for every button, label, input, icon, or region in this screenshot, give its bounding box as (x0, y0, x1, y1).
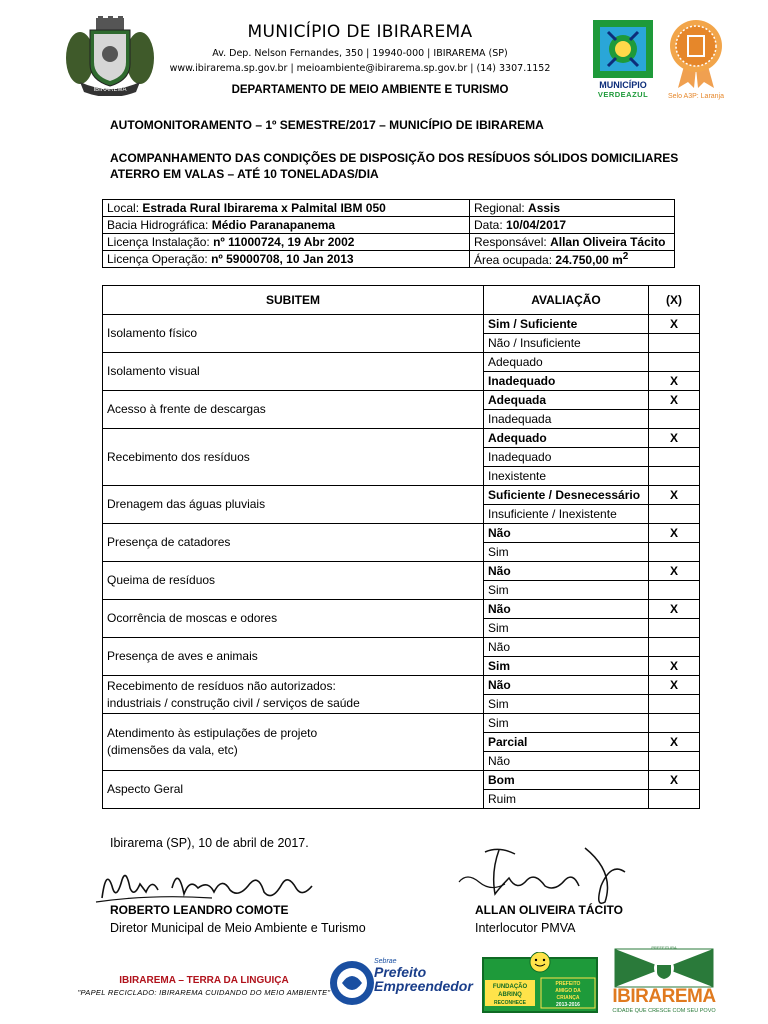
department-title: DEPARTAMENTO DE MEIO AMBIENTE E TURISMO (231, 84, 509, 96)
li-value: nº 11000724, 19 Abr 2002 (213, 235, 355, 249)
table-row (103, 200, 675, 217)
sebrae-line2: Empreendedor (374, 978, 473, 994)
li-cell (103, 234, 470, 251)
table-row (103, 562, 700, 581)
selection-mark: X (649, 315, 700, 334)
header-avaliacao: AVALIAÇÃO (484, 286, 649, 315)
selection-mark: X (649, 429, 700, 448)
slogan: IBIRAREMA – TERRA DA LINGUIÇA (119, 975, 289, 986)
selection-mark: X (649, 600, 700, 619)
report-subtitle-line1: ACOMPANHAMENTO DAS CONDIÇÕES DE DISPOSIÇÃO DOS RESÍDUOS SÓLIDOS DOMICILIARES (110, 151, 679, 165)
selection-mark (649, 714, 700, 733)
report-subtitle-line2: ATERRO EM VALAS – ATÉ 10 TONELADAS/DIA (110, 167, 379, 181)
svg-text:2013-2016: 2013-2016 (556, 1002, 580, 1008)
verdeazul-line2: VERDEAZUL (597, 90, 649, 99)
date-line: Ibirarema (SP), 10 de abril de 2017. (110, 836, 309, 850)
evaluation-option: Adequado (484, 429, 649, 448)
evaluation-option: Adequada (484, 391, 649, 410)
local-cell (103, 200, 470, 217)
regional-cell (470, 200, 675, 217)
bacia-value: Médio Paranapanema (211, 218, 336, 232)
subitem-cell: Ocorrência de moscas e odores (103, 600, 484, 638)
sebrae-line1: Prefeito (374, 964, 427, 980)
subitem-line: (dimensões da vala, etc) (107, 743, 238, 757)
evaluation-option: Insuficiente / Inexistente (484, 505, 649, 524)
area-unit-sup: 2 (622, 251, 629, 262)
svg-text:PREFEITO: PREFEITO (555, 981, 581, 987)
bacia-label: Bacia Hidrográfica: (107, 218, 209, 232)
sebrae-title (374, 965, 473, 993)
site-info-table (102, 199, 675, 268)
recycled-paper-note: "PAPEL RECICLADO: IBIRAREMA CUIDANDO DO MEIO AMBIENTE" (77, 988, 331, 997)
table-row (103, 676, 700, 695)
evaluation-option: Suficiente / Desnecessário (484, 486, 649, 505)
subitem-cell (103, 676, 484, 714)
lo-label: Licença Operação: (107, 252, 208, 266)
lo-value: nº 59000708, 10 Jan 2013 (211, 252, 354, 266)
selection-mark: X (649, 391, 700, 410)
ibirarema-tagline: CIDADE QUE CRESCE COM SEU POVO (612, 1008, 716, 1014)
table-row (103, 391, 700, 410)
evaluation-option: Sim (484, 619, 649, 638)
table-row (103, 771, 700, 790)
ibirarema-wordmark: IBIRAREMA (612, 986, 716, 1007)
evaluation-option: Parcial (484, 733, 649, 752)
table-row (103, 524, 700, 543)
selection-mark: X (649, 562, 700, 581)
lo-cell (103, 251, 470, 268)
svg-text:CRIANÇA: CRIANÇA (556, 995, 580, 1001)
selection-mark (649, 334, 700, 353)
evaluation-option: Não (484, 562, 649, 581)
evaluation-option: Ruim (484, 790, 649, 809)
report-subtitle (110, 150, 710, 182)
selection-mark (649, 638, 700, 657)
subitem-line: industriais / construção civil / serviços de saúde (107, 695, 360, 710)
subitem-cell: Drenagem das águas pluviais (103, 486, 484, 524)
selection-mark: X (649, 733, 700, 752)
resp-cell (470, 234, 675, 251)
table-row (103, 600, 700, 619)
svg-text:ABRINQ: ABRINQ (498, 992, 522, 998)
address-line: Av. Dep. Nelson Fernandes, 350 | 19940-000 | IBIRAREMA (SP) (212, 48, 508, 59)
verdeazul-line1: MUNICÍPIO (599, 80, 647, 90)
table-row (103, 638, 700, 657)
table-row (103, 486, 700, 505)
bacia-cell (103, 217, 470, 234)
fundacao-abrinq-logo-icon (481, 952, 599, 1014)
evaluation-option: Sim (484, 695, 649, 714)
svg-text:AMIGO DA: AMIGO DA (555, 988, 581, 994)
area-number: 24.750,00 m (555, 253, 623, 267)
area-value (555, 253, 628, 267)
evaluation-option: Não / Insuficiente (484, 334, 649, 353)
table-row (103, 714, 700, 733)
selection-mark: X (649, 486, 700, 505)
evaluation-option: Adequado (484, 353, 649, 372)
evaluation-option: Não (484, 676, 649, 695)
signer2-role: Interlocutor PMVA (475, 921, 576, 935)
table-header-row (103, 286, 700, 315)
subitem-cell: Presença de aves e animais (103, 638, 484, 676)
evaluation-option: Sim / Suficiente (484, 315, 649, 334)
selection-mark (649, 505, 700, 524)
subitem-cell: Isolamento físico (103, 315, 484, 353)
svg-text:IBIRAREMA: IBIRAREMA (93, 87, 127, 93)
area-cell (470, 251, 675, 268)
svg-text:FUNDAÇÃO: FUNDAÇÃO (492, 984, 528, 990)
selection-mark: X (649, 771, 700, 790)
resp-label: Responsável: (474, 235, 547, 249)
selection-mark: X (649, 676, 700, 695)
evaluation-option: Sim (484, 581, 649, 600)
evaluation-option: Não (484, 752, 649, 771)
selection-mark (649, 695, 700, 714)
evaluation-table (102, 285, 700, 809)
svg-text:PREFEITURA: PREFEITURA (651, 945, 677, 950)
selection-mark (649, 543, 700, 562)
selection-mark (649, 353, 700, 372)
subitem-cell (103, 714, 484, 771)
selection-mark: X (649, 657, 700, 676)
selection-mark (649, 410, 700, 429)
header-subitem: SUBITEM (103, 286, 484, 315)
signature-allan-icon (455, 842, 645, 912)
signer1-name: ROBERTO LEANDRO COMOTE (110, 903, 289, 917)
signature-roberto-icon (92, 858, 332, 908)
svg-text:RECONHECE: RECONHECE (494, 1000, 526, 1006)
table-row (103, 429, 700, 448)
selo-caption: Selo A3P: Laranja (667, 93, 725, 100)
evaluation-option: Sim (484, 714, 649, 733)
evaluation-option: Inexistente (484, 467, 649, 486)
subitem-cell: Isolamento visual (103, 353, 484, 391)
regional-value: Assis (528, 201, 561, 215)
data-label: Data: (474, 218, 503, 232)
selection-mark (649, 619, 700, 638)
contact-line: www.ibirarema.sp.gov.br | meioambiente@ibirarema.sp.gov.br | (14) 3307.1152 (169, 63, 551, 74)
selection-mark (649, 752, 700, 771)
table-row (103, 217, 675, 234)
subitem-cell: Presença de catadores (103, 524, 484, 562)
signer1-role: Diretor Municipal de Meio Ambiente e Turismo (110, 921, 366, 935)
report-title: AUTOMONITORAMENTO – 1º SEMESTRE/2017 – MUNICÍPIO DE IBIRAREMA (110, 118, 544, 132)
selo-a3p-badge-icon (666, 18, 726, 88)
municipal-crest-icon (66, 16, 154, 96)
li-label: Licença Instalação: (107, 235, 210, 249)
subitem-cell: Queima de resíduos (103, 562, 484, 600)
verdeazul-label (586, 80, 660, 100)
evaluation-option: Inadequado (484, 372, 649, 391)
evaluation-option: Inadequado (484, 448, 649, 467)
table-row (103, 315, 700, 334)
selection-mark (649, 467, 700, 486)
local-value: Estrada Rural Ibirarema x Palmital IBM 050 (142, 201, 386, 215)
header-mark: (X) (649, 286, 700, 315)
table-row (103, 234, 675, 251)
evaluation-option: Sim (484, 543, 649, 562)
selection-mark (649, 790, 700, 809)
evaluation-body (103, 315, 700, 809)
table-row (103, 353, 700, 372)
regional-label: Regional: (474, 201, 525, 215)
evaluation-option: Inadequada (484, 410, 649, 429)
evaluation-option: Não (484, 638, 649, 657)
subitem-line: Recebimento de resíduos não autorizados: (107, 678, 336, 693)
evaluation-option: Sim (484, 657, 649, 676)
evaluation-option: Bom (484, 771, 649, 790)
area-label: Área ocupada: (474, 253, 553, 267)
municipality-title: MUNICÍPIO DE IBIRAREMA (247, 22, 473, 42)
subitem-cell: Recebimento dos resíduos (103, 429, 484, 486)
evaluation-option: Não (484, 600, 649, 619)
data-value: 10/04/2017 (506, 218, 567, 232)
local-label: Local: (107, 201, 140, 215)
sebrae-small: Sebrae (374, 958, 397, 965)
selection-mark: X (649, 372, 700, 391)
selection-mark (649, 581, 700, 600)
resp-value: Allan Oliveira Tácito (550, 235, 666, 249)
selection-mark: X (649, 524, 700, 543)
subitem-cell: Aspecto Geral (103, 771, 484, 809)
table-row (103, 251, 675, 268)
signer2-name: ALLAN OLIVEIRA TÁCITO (475, 903, 623, 917)
subitem-cell: Acesso à frente de descargas (103, 391, 484, 429)
subitem-line: Atendimento às estipulações de projeto (107, 726, 318, 740)
selection-mark (649, 448, 700, 467)
data-cell (470, 217, 675, 234)
evaluation-option: Não (484, 524, 649, 543)
